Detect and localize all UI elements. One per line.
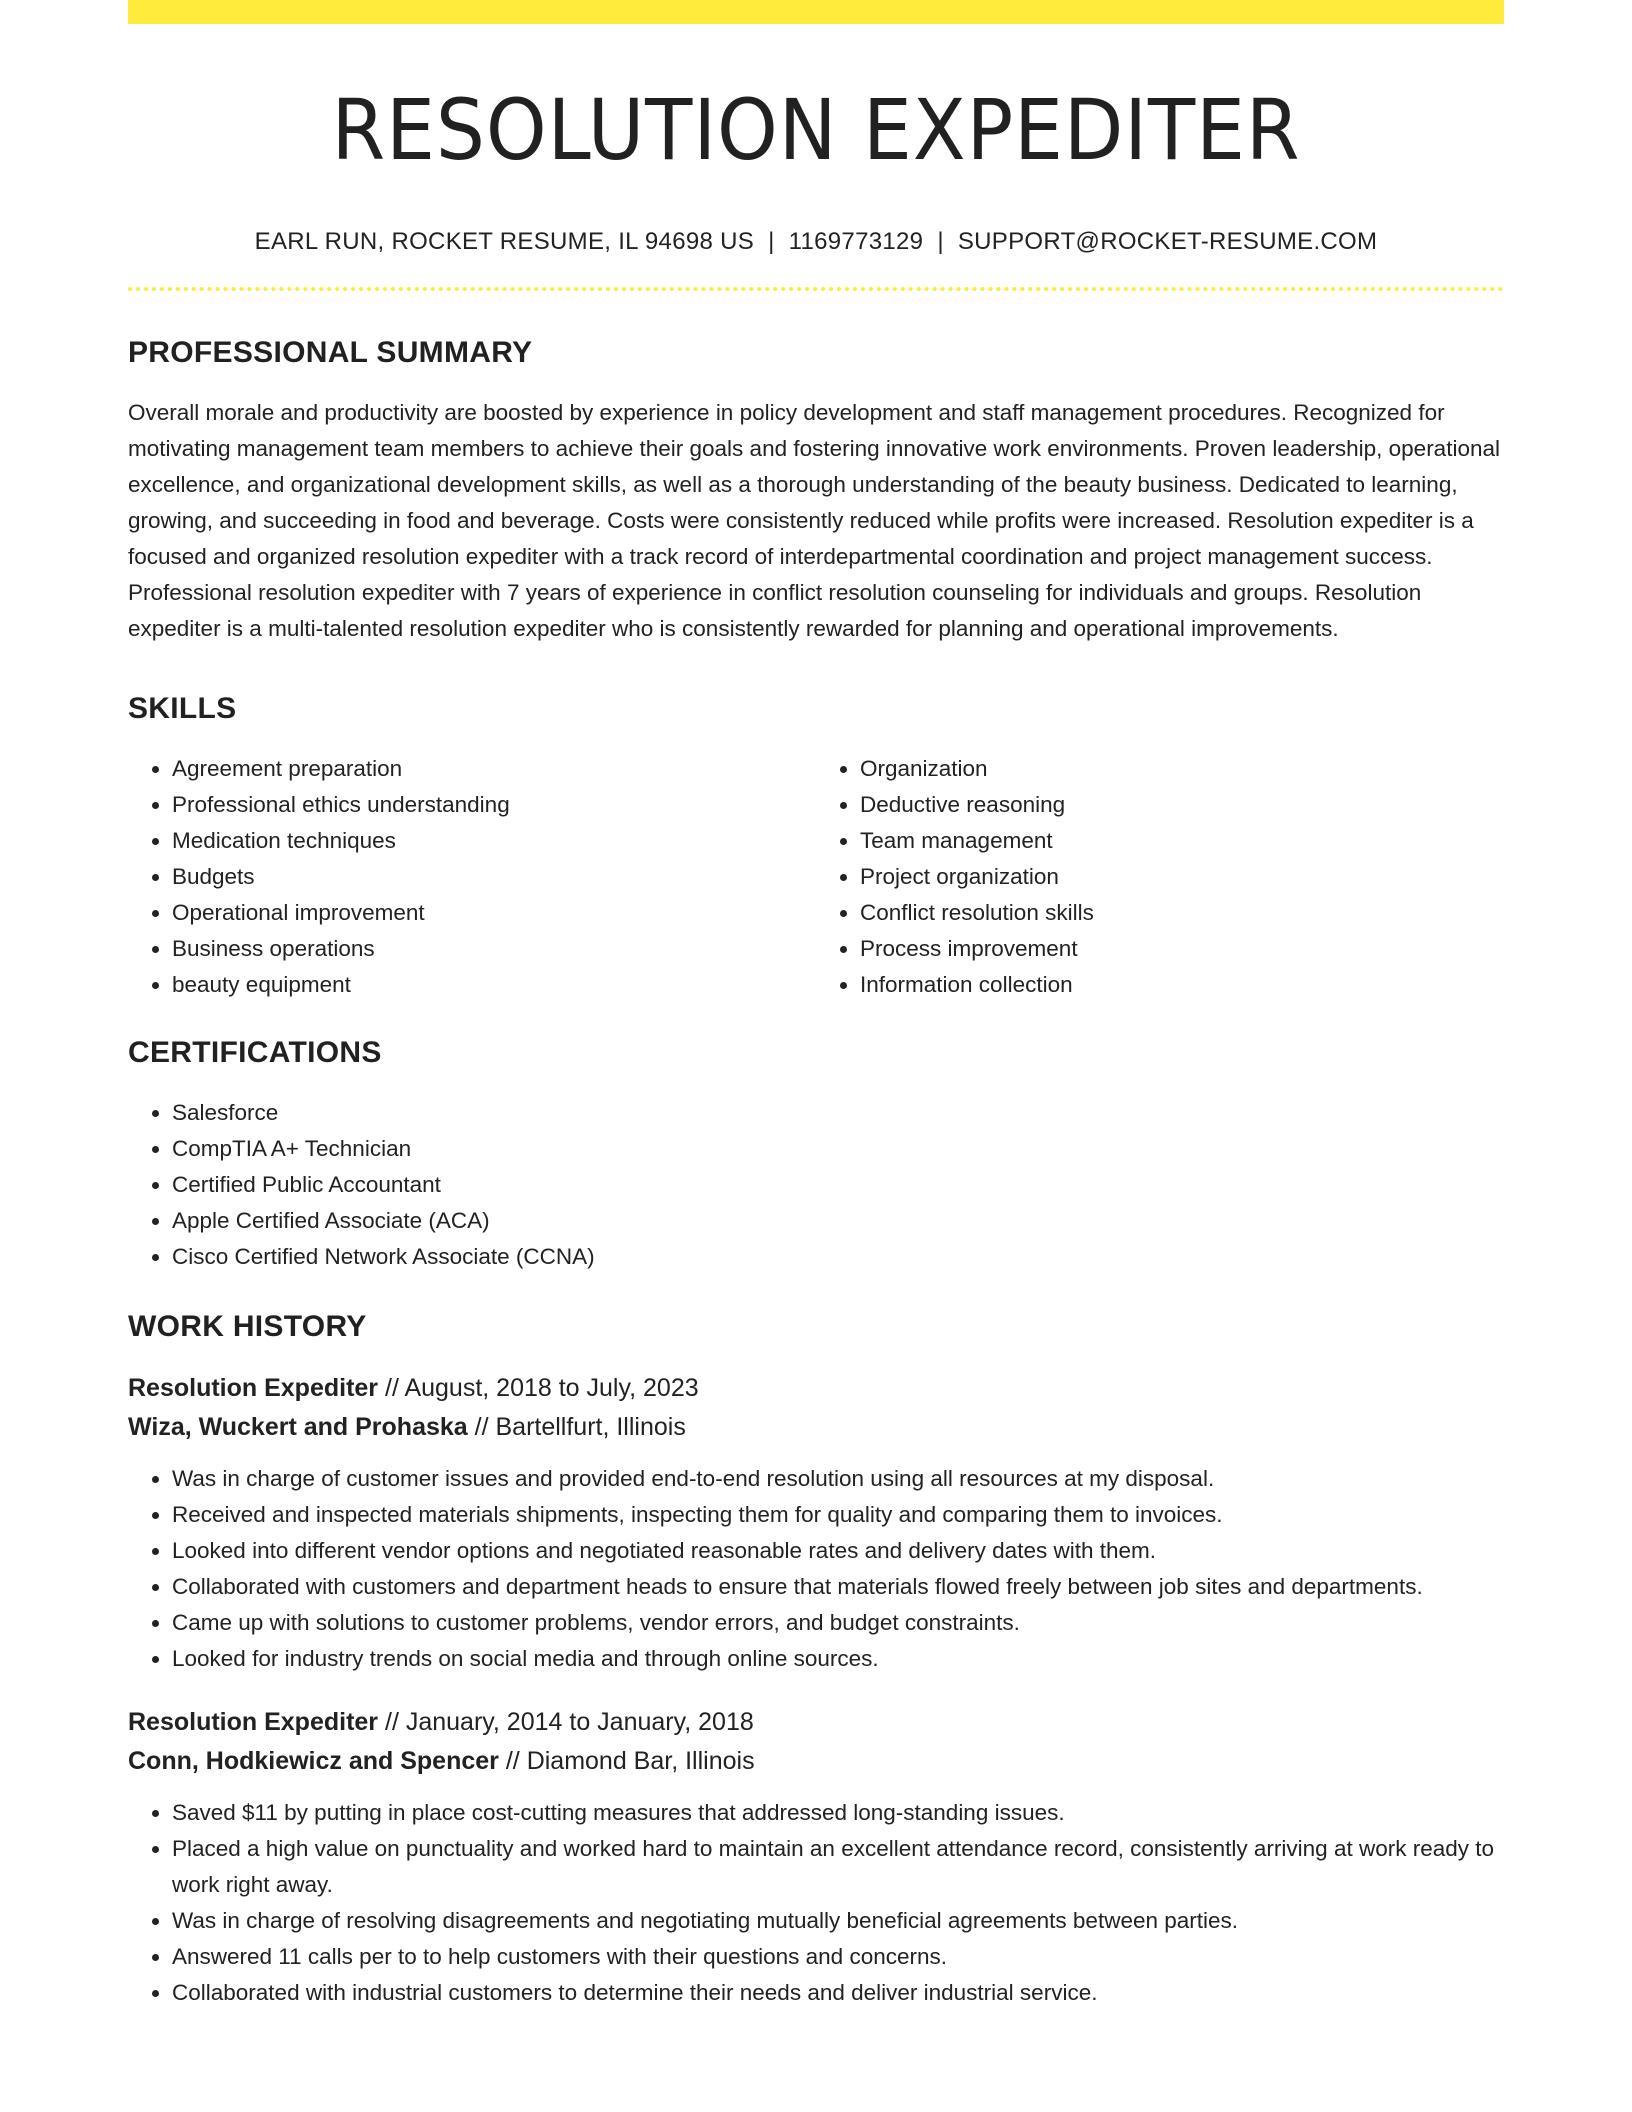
list-item: • Process improvement	[860, 931, 1504, 967]
list-item: • Placed a high value on punctuality and worked hard to maintain an excellent attendance record, consistently arriving at work ready to work right away.	[172, 1831, 1504, 1903]
list-item: • Budgets	[172, 859, 816, 895]
certifications-heading: CERTIFICATIONS	[128, 1036, 382, 1069]
contact-email: SUPPORT@ROCKET-RESUME.COM	[957, 228, 1378, 255]
list-item: • Agreement preparation	[172, 751, 816, 787]
skills-list-left	[128, 751, 816, 1003]
list-item: • Collaborated with industrial customers to determine their needs and deliver industrial service.	[172, 1975, 1504, 2011]
resume-name: RESOLUTION EXPEDITER	[331, 81, 1301, 179]
skills-columns	[128, 751, 1504, 1003]
list-item: • Looked for industry trends on social media and through online sources.	[172, 1641, 1504, 1677]
dotted-divider	[128, 287, 1504, 291]
skills-list-right	[816, 751, 1504, 1003]
contact-separator: |	[937, 228, 944, 255]
list-item: • Saved $11 by putting in place cost-cutting measures that addressed long-standing issues.	[172, 1795, 1504, 1831]
contact-phone: 1169773129	[788, 228, 924, 255]
list-item: • Apple Certified Associate (ACA)	[172, 1203, 1504, 1239]
job-location: // Diamond Bar, Illinois	[498, 1747, 755, 1775]
list-item: • Certified Public Accountant	[172, 1167, 1504, 1203]
job-company-line	[128, 1742, 1504, 1781]
resume-page	[128, 0, 1504, 2011]
job-entry	[128, 1703, 1504, 2011]
list-item: • Organization	[860, 751, 1504, 787]
list-item: • Operational improvement	[172, 895, 816, 931]
contact-line	[128, 226, 1504, 258]
certifications-list	[128, 1095, 1504, 1275]
list-item: • Professional ethics understanding	[172, 787, 816, 823]
list-item: • Deductive reasoning	[860, 787, 1504, 823]
job-entry	[128, 1369, 1504, 1677]
list-item: • Conflict resolution skills	[860, 895, 1504, 931]
job-role: Resolution Expediter	[128, 1708, 379, 1736]
job-dates: // January, 2014 to January, 2018	[378, 1708, 754, 1736]
job-company-line	[128, 1408, 1504, 1447]
list-item: • Was in charge of resolving disagreements and negotiating mutually beneficial agreements between parties.	[172, 1903, 1504, 1939]
job-company: Wiza, Wuckert and Prohaska	[128, 1413, 468, 1441]
work-history-heading: WORK HISTORY	[128, 1310, 367, 1343]
job-title-line	[128, 1703, 1504, 1742]
list-item: • beauty equipment	[172, 967, 816, 1003]
list-item: • Team management	[860, 823, 1504, 859]
list-item: • Answered 11 calls per to to help customers with their questions and concerns.	[172, 1939, 1504, 1975]
summary-heading: PROFESSIONAL SUMMARY	[128, 336, 533, 369]
job-bullets	[128, 1795, 1504, 2011]
list-item: • Information collection	[860, 967, 1504, 1003]
summary-text: Overall morale and productivity are boosted by experience in policy development and staff management procedures. Recognized for motivating management team members to achieve their goals and fostering innovative work environments. Proven leadership, operational excellence, and organizational development skills, as well as a thorough understanding of the beauty business. Dedicated to learning, growing, and succeeding in food and beverage. Costs were consistently reduced while profits were increased. Resolution expediter is a focused and organized resolution expediter with a track record of interdepartmental coordination and project management success. Professional resolution expediter with 7 years of experience in conflict resolution counseling for individuals and groups. Resolution expediter is a multi-talented resolution expediter who is consistently rewarded for planning and operational improvements.	[128, 400, 1500, 641]
list-item: • Medication techniques	[172, 823, 816, 859]
list-item: • Looked into different vendor options and negotiated reasonable rates and delivery dates with them.	[172, 1533, 1504, 1569]
skills-heading: SKILLS	[128, 692, 237, 725]
list-item: • Received and inspected materials shipments, inspecting them for quality and comparing them to invoices.	[172, 1497, 1504, 1533]
list-item: • Salesforce	[172, 1095, 1504, 1131]
job-role: Resolution Expediter	[128, 1374, 379, 1402]
job-bullets	[128, 1461, 1504, 1677]
job-company: Conn, Hodkiewicz and Spencer	[128, 1747, 499, 1775]
list-item: • Came up with solutions to customer problems, vendor errors, and budget constraints.	[172, 1605, 1504, 1641]
accent-bar	[128, 0, 1504, 24]
list-item: • Collaborated with customers and department heads to ensure that materials flowed freely between job sites and departments.	[172, 1569, 1504, 1605]
list-item: • Was in charge of customer issues and provided end-to-end resolution using all resources at my disposal.	[172, 1461, 1504, 1497]
job-location: // Bartellfurt, Illinois	[467, 1413, 686, 1441]
job-dates: // August, 2018 to July, 2023	[378, 1374, 699, 1402]
contact-separator: |	[768, 228, 775, 255]
contact-address: EARL RUN, ROCKET RESUME, IL 94698 US	[254, 228, 755, 255]
list-item: • Business operations	[172, 931, 816, 967]
job-title-line	[128, 1369, 1504, 1408]
list-item: • CompTIA A+ Technician	[172, 1131, 1504, 1167]
list-item: • Cisco Certified Network Associate (CCNA)	[172, 1239, 1504, 1275]
list-item: • Project organization	[860, 859, 1504, 895]
